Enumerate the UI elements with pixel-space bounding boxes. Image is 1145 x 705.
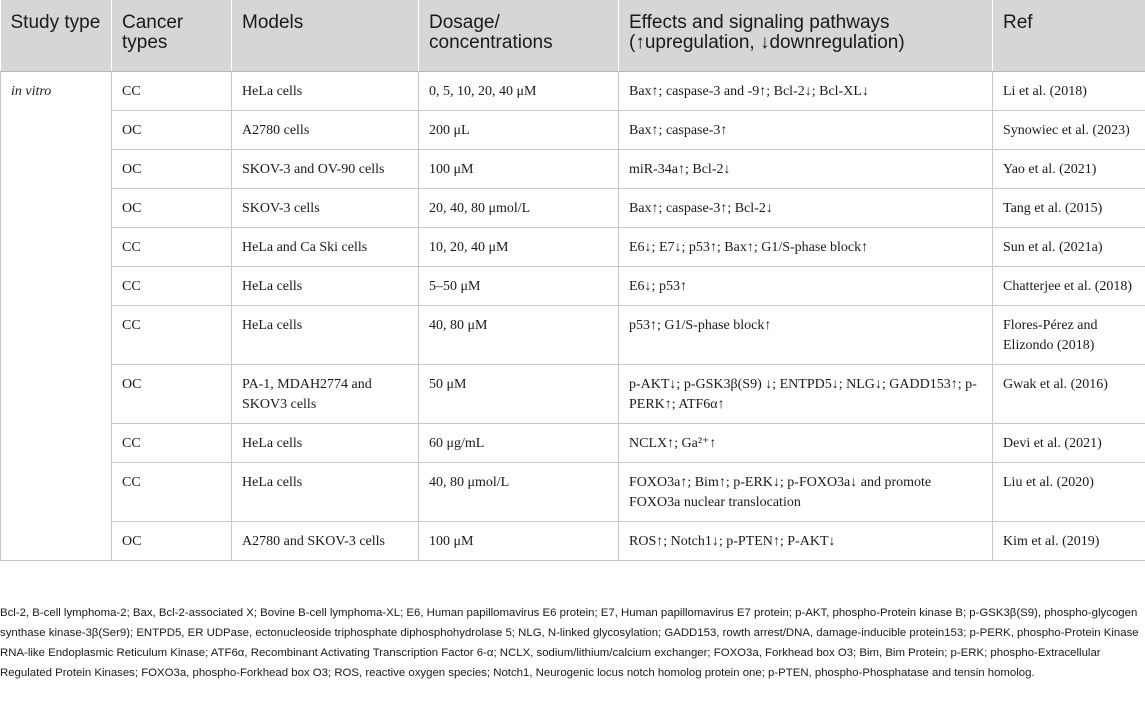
cancer-cell: OC — [112, 365, 232, 424]
ref-cell: Synowiec et al. (2023) — [993, 111, 1145, 150]
cancer-cell: CC — [112, 424, 232, 463]
cancer-cell: CC — [112, 228, 232, 267]
effects-cell: E6↓; E7↓; p53↑; Bax↑; G1/S-phase block↑ — [619, 228, 993, 267]
ref-cell: Liu et al. (2020) — [993, 463, 1145, 522]
header-cancer-types: Cancer types — [112, 0, 232, 72]
cancer-cell: OC — [112, 150, 232, 189]
table-row — [1, 424, 1145, 463]
ref-cell: Sun et al. (2021a) — [993, 228, 1145, 267]
dosage-cell: 100 μM — [419, 522, 619, 561]
ref-cell: Devi et al. (2021) — [993, 424, 1145, 463]
cancer-cell: CC — [112, 72, 232, 111]
effects-cell: Bax↑; caspase-3 and -9↑; Bcl-2↓; Bcl-XL↓ — [619, 72, 993, 111]
cancer-cell: OC — [112, 522, 232, 561]
table-row — [1, 463, 1145, 522]
table-row — [1, 306, 1145, 365]
dosage-cell: 200 μL — [419, 111, 619, 150]
dosage-cell: 10, 20, 40 μM — [419, 228, 619, 267]
ref-cell: Li et al. (2018) — [993, 72, 1145, 111]
header-ref: Ref — [993, 0, 1145, 72]
cancer-cell: OC — [112, 111, 232, 150]
model-cell: A2780 and SKOV-3 cells — [232, 522, 419, 561]
table-row — [1, 267, 1145, 306]
model-cell: PA-1, MDAH2774 and SKOV3 cells — [232, 365, 419, 424]
ref-cell: Chatterjee et al. (2018) — [993, 267, 1145, 306]
ref-cell: Flores-Pérez and Elizondo (2018) — [993, 306, 1145, 365]
model-cell: HeLa cells — [232, 306, 419, 365]
effects-cell: p53↑; G1/S-phase block↑ — [619, 306, 993, 365]
dosage-cell: 60 μg/mL — [419, 424, 619, 463]
effects-cell: miR-34a↑; Bcl-2↓ — [619, 150, 993, 189]
model-cell: HeLa cells — [232, 267, 419, 306]
ref-cell: Yao et al. (2021) — [993, 150, 1145, 189]
cancer-cell: OC — [112, 189, 232, 228]
effects-cell: Bax↑; caspase-3↑; Bcl-2↓ — [619, 189, 993, 228]
dosage-cell: 0, 5, 10, 20, 40 μM — [419, 72, 619, 111]
ref-cell: Kim et al. (2019) — [993, 522, 1145, 561]
cancer-cell: CC — [112, 463, 232, 522]
header-models: Models — [232, 0, 419, 72]
cancer-cell: CC — [112, 306, 232, 365]
model-cell: HeLa and Ca Ski cells — [232, 228, 419, 267]
header-row — [1, 0, 1145, 72]
effects-cell: NCLX↑; Ga²⁺↑ — [619, 424, 993, 463]
model-cell: SKOV-3 cells — [232, 189, 419, 228]
effects-cell: FOXO3a↑; Bim↑; p-ERK↓; p-FOXO3a↓ and promote FOXO3a nuclear translocation — [619, 463, 993, 522]
model-cell: SKOV-3 and OV-90 cells — [232, 150, 419, 189]
effects-cell: Bax↑; caspase-3↑ — [619, 111, 993, 150]
dosage-cell: 100 μM — [419, 150, 619, 189]
model-cell: HeLa cells — [232, 72, 419, 111]
table-row — [1, 150, 1145, 189]
model-cell: A2780 cells — [232, 111, 419, 150]
model-cell: HeLa cells — [232, 424, 419, 463]
table-row — [1, 522, 1145, 561]
header-dosage: Dosage/ concentrations — [419, 0, 619, 72]
effects-cell: p-AKT↓; p-GSK3β(S9) ↓; ENTPD5↓; NLG↓; GADD153↑; p-PERK↑; ATF6α↑ — [619, 365, 993, 424]
table-row — [1, 189, 1145, 228]
dosage-cell: 40, 80 μM — [419, 306, 619, 365]
cancer-cell: CC — [112, 267, 232, 306]
table-row — [1, 228, 1145, 267]
study-type-cell: in vitro — [1, 72, 112, 561]
table-row — [1, 365, 1145, 424]
effects-cell: E6↓; p53↑ — [619, 267, 993, 306]
table-footnote: Bcl-2, B-cell lymphoma-2; Bax, Bcl-2-associated X; Bovine B-cell lymphoma-XL; E6, Human papillomavirus E6 protein; E7, Human papillomavirus E7 protein; p-AKT, phospho-Protein kinase B; p-GSK3β(S9), phospho-glycogen synthase kinase-3β(Ser9); ENTPD5, ER UDPase, ectonucleoside triphosphate diphosphohydrolase 5; NLG, N-linked glycosylation; GADD153, rowth arrest/DNA, damage-inducible protein153; p-PERK, phospho-Protein Kinase RNA-like Endoplasmic Reticulum Kinase; ATF6α, Recombinant Activating Transcription Factor 6-α; NCLX, sodium/lithium/calcium exchanger; FOXO3a, Forkhead box O3; Bim, Bim Protein; p-ERK; phospho-Extracellular Regulated Protein Kinases; FOXO3a, phospho-Forkhead box O3; ROS, reactive oxygen species; Notch1, Neurogenic locus notch homolog protein one; p-PTEN, phospho-Phosphatase and tensin homolog. — [0, 607, 1139, 679]
header-study-type: Study type — [1, 0, 112, 72]
ref-cell: Tang et al. (2015) — [993, 189, 1145, 228]
dosage-cell: 50 μM — [419, 365, 619, 424]
effects-cell: ROS↑; Notch1↓; p-PTEN↑; P-AKT↓ — [619, 522, 993, 561]
dosage-cell: 5–50 μM — [419, 267, 619, 306]
model-cell: HeLa cells — [232, 463, 419, 522]
table-row — [1, 111, 1145, 150]
dosage-cell: 20, 40, 80 μmol/L — [419, 189, 619, 228]
table-row — [1, 72, 1145, 111]
dosage-cell: 40, 80 μmol/L — [419, 463, 619, 522]
ref-cell: Gwak et al. (2016) — [993, 365, 1145, 424]
header-effects: Effects and signaling pathways (↑upregulation, ↓downregulation) — [619, 0, 993, 72]
